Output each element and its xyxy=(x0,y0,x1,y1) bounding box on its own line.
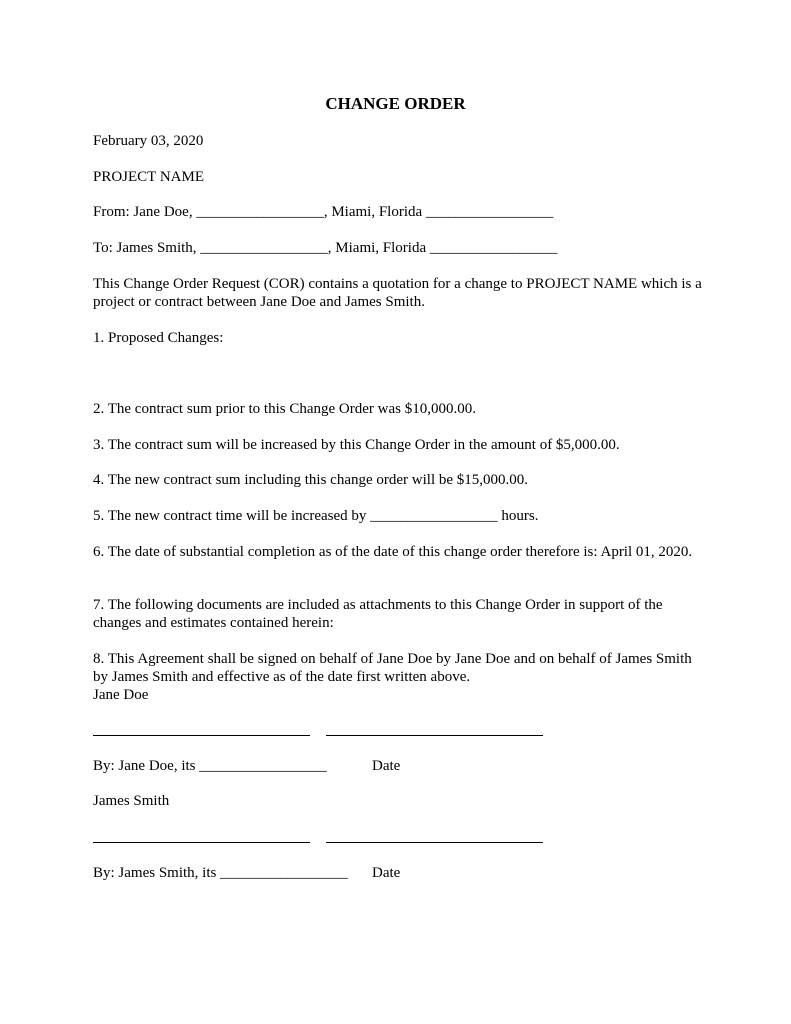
document-date: February 03, 2020 xyxy=(93,133,204,149)
document-title: CHANGE ORDER xyxy=(325,94,466,113)
item-1-proposed-changes: 1. Proposed Changes: xyxy=(93,330,224,346)
party2-signature-line xyxy=(93,842,310,843)
item-6-completion-date: 6. The date of substantial completion as of the date of this change order therefore is: April 01, 2020. xyxy=(93,544,693,560)
party2-name: James Smith xyxy=(93,793,170,809)
party2-by-line: By: James Smith, its _________________ xyxy=(93,865,348,881)
party2-date-label: Date xyxy=(372,865,401,881)
to-line: To: James Smith, _________________, Miami, Florida _________________ xyxy=(93,240,558,256)
item-4-new-sum: 4. The new contract sum including this change order will be $15,000.00. xyxy=(93,472,529,488)
project-name: PROJECT NAME xyxy=(93,169,204,185)
item-5-contract-time: 5. The new contract time will be increased by _________________ hours. xyxy=(93,508,539,524)
party1-date-label: Date xyxy=(372,758,401,774)
party1-date-line xyxy=(326,735,543,736)
intro-paragraph: This Change Order Request (COR) contains a quotation for a change to PROJECT NAME which is a project or contract between Jane Doe and James Smith. xyxy=(93,276,702,310)
party1-name: Jane Doe xyxy=(93,687,149,703)
party1-by-line: By: Jane Doe, its _________________ xyxy=(93,758,327,774)
item-8-signature-clause: 8. This Agreement shall be signed on behalf of Jane Doe by Jane Doe and on behalf of James Smith by James Smith and effective as of the date first written above. xyxy=(93,651,692,685)
item-7-attachments: 7. The following documents are included as attachments to this Change Order in support of the changes and estimates contained herein: xyxy=(93,597,663,631)
party1-signature-line xyxy=(93,735,310,736)
item-2-prior-sum: 2. The contract sum prior to this Change Order was $10,000.00. xyxy=(93,401,476,417)
from-line: From: Jane Doe, _________________, Miami, Florida _________________ xyxy=(93,204,554,220)
party2-date-line xyxy=(326,842,543,843)
item-3-increase-amount: 3. The contract sum will be increased by this Change Order in the amount of $5,000.00. xyxy=(93,437,620,453)
